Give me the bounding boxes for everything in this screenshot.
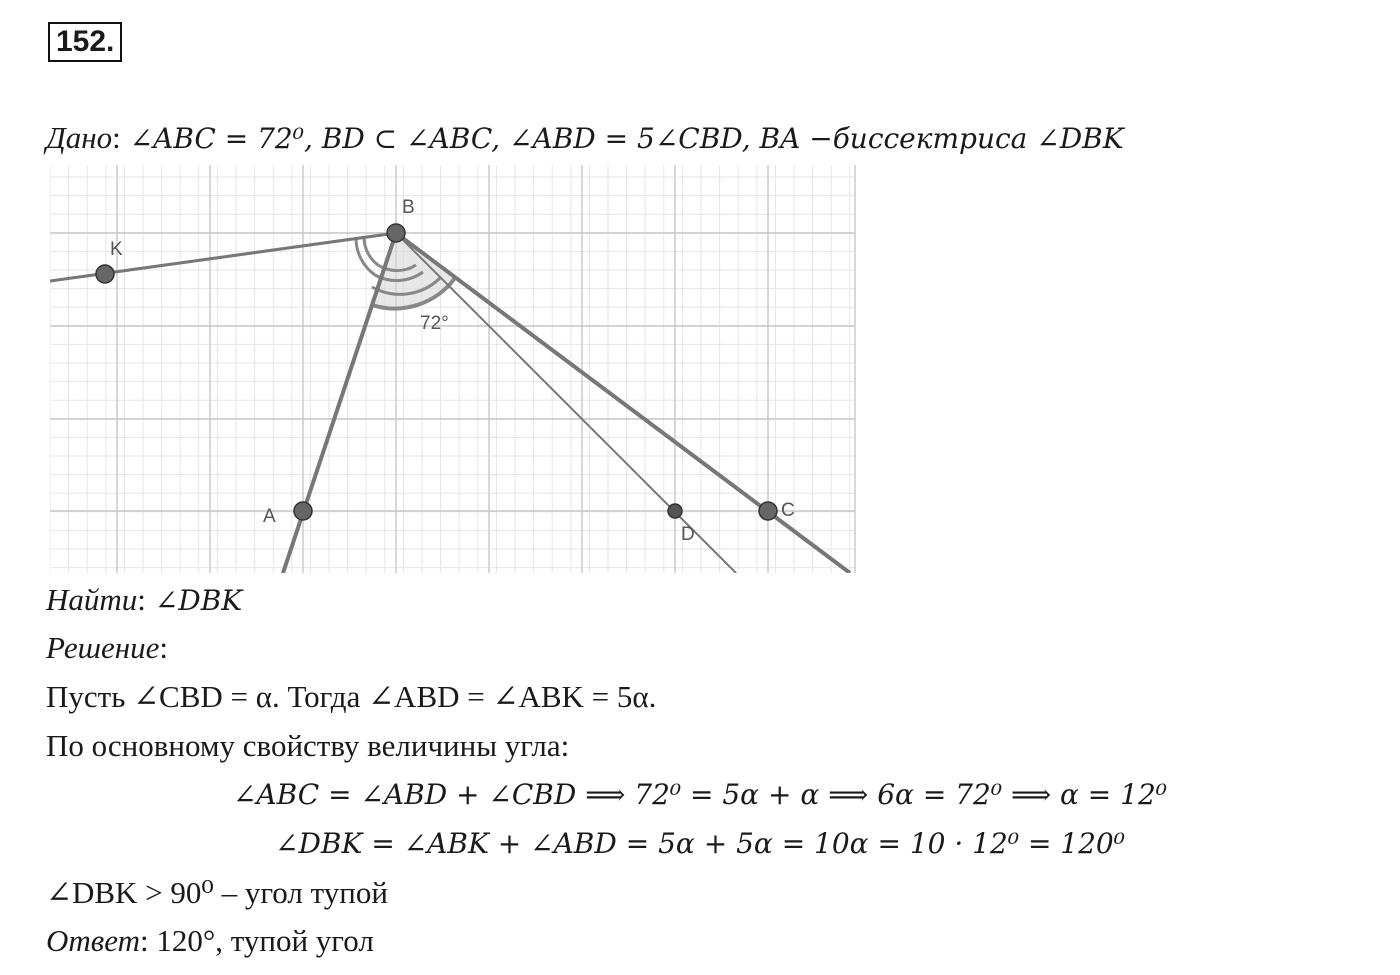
point-D (668, 504, 682, 518)
solution-heading: Решение: (46, 630, 168, 665)
problem-number: 152. (48, 22, 122, 62)
point-B (387, 224, 405, 242)
point-A (294, 502, 312, 520)
given-label: Дано (46, 120, 113, 155)
find-text: ∠DBK (145, 584, 243, 617)
ray-BD (396, 233, 736, 573)
given-text: ∠ABC = 72⁰, BD ⊂ ∠ABC, ∠ABD = 5∠CBD, BA −биссектриса ∠DBK (120, 122, 1124, 155)
find-label: Найти (46, 582, 138, 617)
solution-line-5: ∠DBK > 90⁰ – угол тупой (46, 875, 388, 910)
answer-text: 120°, тупой угол (148, 923, 374, 958)
given-line: Дано: ∠ABC = 72⁰, BD ⊂ ∠ABC, ∠ABD = 5∠CBD, BA −биссектриса ∠DBK (46, 120, 1124, 155)
label-C: C (781, 500, 795, 521)
ray-BA (283, 233, 396, 573)
geometry-figure (50, 165, 860, 573)
find-line: Найти: ∠DBK (46, 582, 243, 617)
point-C (759, 502, 777, 520)
grid-minor (50, 165, 855, 573)
label-D: D (681, 524, 695, 545)
answer-line: Ответ: 120°, тупой угол (46, 923, 374, 958)
solution-line-2: По основному свойству величины угла: (46, 728, 570, 763)
label-A: A (263, 506, 276, 527)
angle-label: 72° (420, 313, 449, 334)
answer-label: Ответ (46, 923, 140, 958)
ray-BC (396, 233, 850, 573)
point-K (96, 265, 114, 283)
solution-equation-1: ∠ABC = ∠ABD + ∠CBD ⟹ 72⁰ = 5α + α ⟹ 6α = 72⁰ ⟹ α = 12⁰ (232, 778, 1168, 811)
label-K: K (110, 239, 123, 260)
solution-equation-2: ∠DBK = ∠ABK + ∠ABD = 5α + 5α = 10α = 10 · 12⁰ = 120⁰ (275, 827, 1125, 860)
solution-label: Решение (46, 630, 160, 665)
label-B: B (402, 197, 415, 218)
solution-line-1: Пусть ∠CBD = α. Тогда ∠ABD = ∠ABK = 5α. (46, 679, 657, 714)
